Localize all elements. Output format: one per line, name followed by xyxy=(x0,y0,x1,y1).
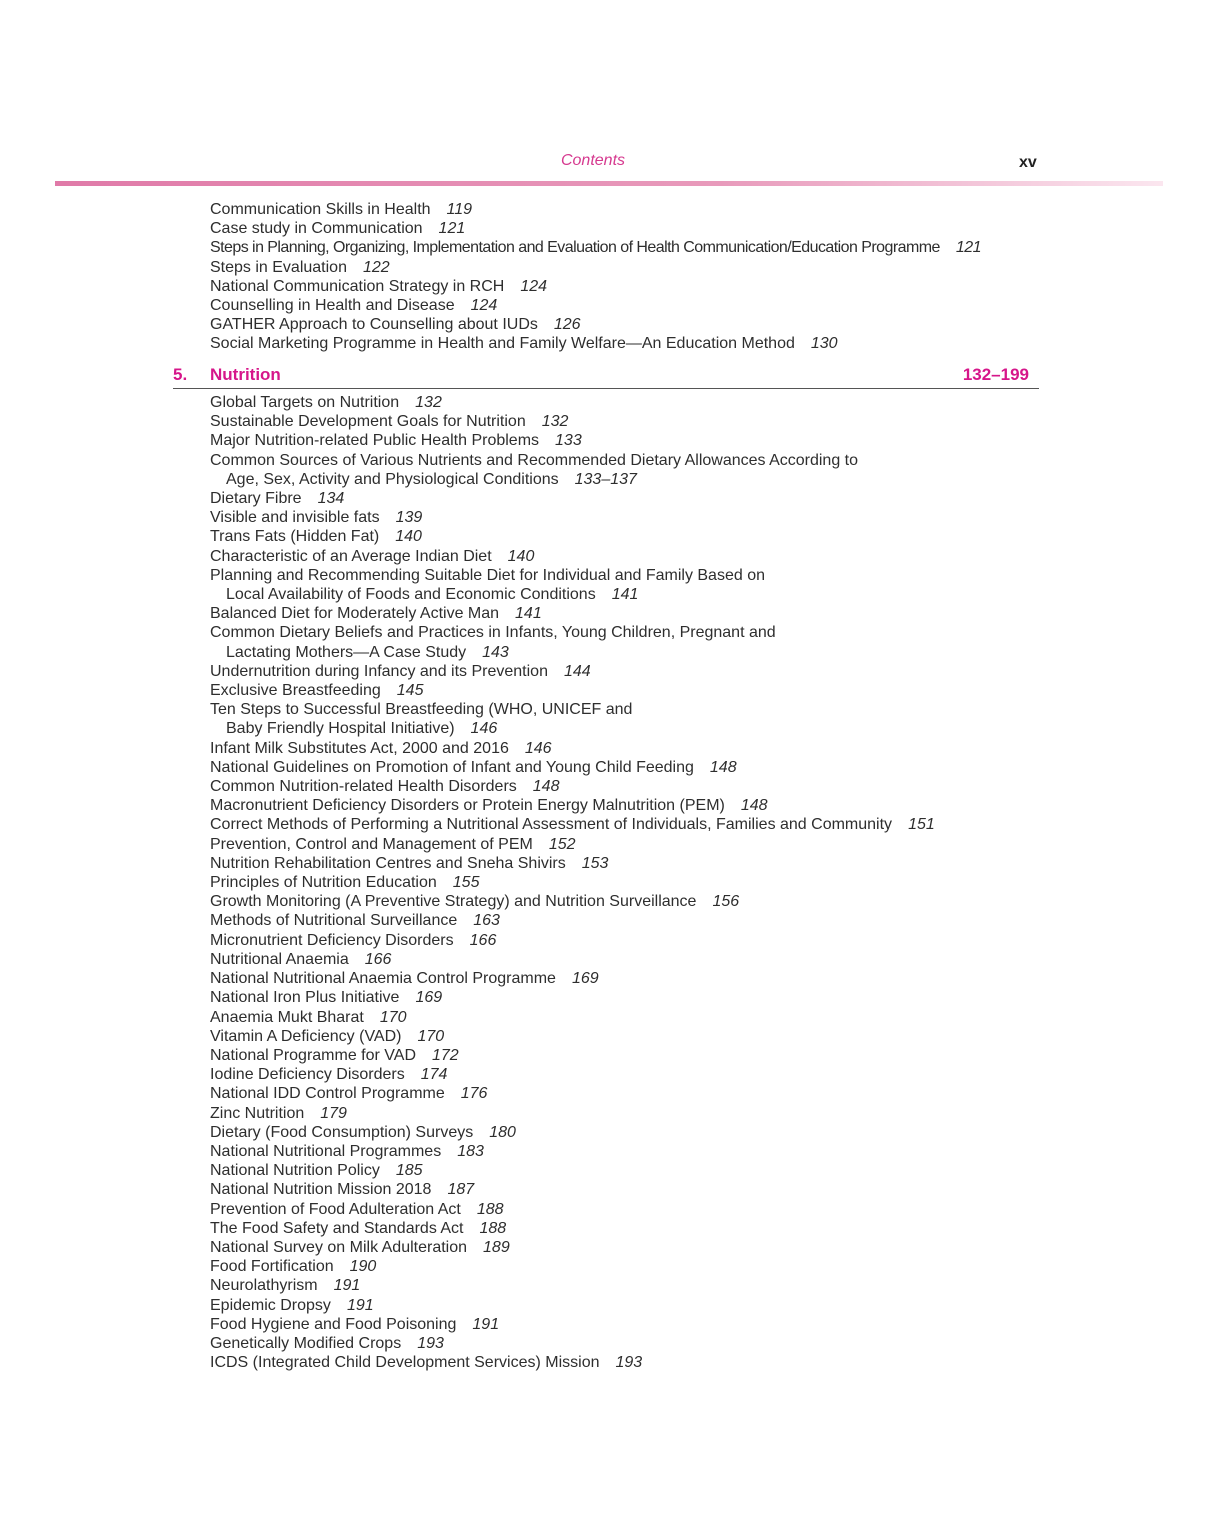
toc-entry-title: Balanced Diet for Moderately Active Man xyxy=(210,605,500,623)
toc-entry xyxy=(210,393,935,412)
toc-entry xyxy=(210,950,935,969)
toc-entry-page: 193 xyxy=(417,1334,444,1352)
toc-entry xyxy=(210,815,935,834)
toc-entry-page: 143 xyxy=(482,643,509,661)
toc-entry-page: 169 xyxy=(571,970,599,988)
toc-entry-title: Counselling in Health and Disease xyxy=(210,297,455,315)
toc-entry-title: National Communication Strategy in RCH xyxy=(210,277,505,295)
toc-entry xyxy=(210,796,935,815)
toc-entry-page: 146 xyxy=(524,739,552,757)
toc-entry-continuation xyxy=(210,643,935,662)
toc-entry-title: Growth Monitoring (A Preventive Strategy) and Nutrition Surveillance xyxy=(210,893,697,911)
page-number: xv xyxy=(1019,154,1037,171)
toc-entry-continuation xyxy=(210,719,935,738)
toc-entry xyxy=(210,777,935,796)
toc-entry xyxy=(210,1027,935,1046)
toc-entry xyxy=(210,1008,935,1027)
toc-entry xyxy=(210,911,935,930)
toc-entry-page: 172 xyxy=(432,1046,459,1064)
toc-chapter-5-entries xyxy=(210,393,935,1372)
toc-entry xyxy=(210,892,935,911)
toc-entry xyxy=(210,1276,935,1295)
toc-entry xyxy=(210,1065,935,1084)
toc-entry-page: 121 xyxy=(438,220,466,238)
toc-entry xyxy=(210,1046,935,1065)
toc-entry xyxy=(210,604,935,623)
toc-entry-title: Epidemic Dropsy xyxy=(210,1296,331,1314)
toc-entry-page: 170 xyxy=(379,1008,407,1026)
toc-entry-page: 170 xyxy=(417,1027,445,1045)
toc-entry-title: Common Dietary Beliefs and Practices in Infants, Young Children, Pregnant and xyxy=(210,624,776,642)
toc-entry xyxy=(210,662,935,681)
toc-entry-title: National Survey on Milk Adulteration xyxy=(210,1238,468,1256)
toc-entry-title: Characteristic of an Average Indian Diet xyxy=(210,547,492,565)
toc-entry-title: Common Nutrition-related Health Disorders xyxy=(210,778,517,796)
toc-entry-page: 179 xyxy=(320,1104,347,1122)
toc-entry-page: 148 xyxy=(740,797,768,815)
toc-entry-title: Major Nutrition-related Public Health Problems xyxy=(210,432,540,450)
toc-entry xyxy=(210,854,935,873)
toc-entry-title: National Nutritional Anaemia Control Programme xyxy=(210,970,556,988)
toc-entry xyxy=(210,412,935,431)
toc-entry-page: 132 xyxy=(415,394,442,411)
toc-entry-page: 130 xyxy=(810,335,838,353)
toc-entry-title: Nutritional Anaemia xyxy=(210,950,349,968)
toc-entry-page: 124 xyxy=(520,277,548,295)
toc-entry-title: Social Marketing Programme in Health and Family Welfare—An Education Method xyxy=(210,335,795,353)
toc-entry-title: Methods of Nutritional Surveillance xyxy=(210,912,458,930)
toc-entry-continuation xyxy=(210,470,935,489)
toc-entry-title: Prevention of Food Adulteration Act xyxy=(210,1200,461,1218)
toc-entry-title: Global Targets on Nutrition xyxy=(210,394,400,411)
toc-entry-title: Trans Fats (Hidden Fat) xyxy=(210,528,380,546)
toc-entry xyxy=(210,1084,935,1103)
toc-entry-title: Correct Methods of Performing a Nutritional Assessment of Individuals, Families and Community xyxy=(210,816,893,834)
toc-entry-title: Genetically Modified Crops xyxy=(210,1334,402,1352)
toc-entry-page: 187 xyxy=(447,1181,475,1199)
toc-entry-title: Food Fortification xyxy=(210,1258,334,1276)
toc-entry-title: National Nutritional Programmes xyxy=(210,1142,442,1160)
toc-entry-page: 132 xyxy=(541,413,569,431)
toc-entry-page: 139 xyxy=(395,509,423,527)
toc-entry-title: Nutrition Rehabilitation Centres and Sneha Shivirs xyxy=(210,854,566,872)
toc-entry xyxy=(210,238,981,257)
toc-entry-title-cont: Baby Friendly Hospital Initiative) xyxy=(226,720,455,738)
toc-entry-title: Exclusive Breastfeeding xyxy=(210,682,381,700)
toc-entry xyxy=(210,739,935,758)
chapter-number: 5. xyxy=(173,365,188,384)
toc-entry xyxy=(210,547,935,566)
toc-entry-title: Vitamin A Deficiency (VAD) xyxy=(210,1027,402,1045)
toc-entry-title: Ten Steps to Successful Breastfeeding (WHO, UNICEF and xyxy=(210,701,633,719)
toc-entry-title: Iodine Deficiency Disorders xyxy=(210,1066,405,1084)
toc-entry xyxy=(210,758,935,777)
toc-entry xyxy=(210,315,981,334)
toc-entry xyxy=(210,1296,935,1315)
toc-entry-page: 140 xyxy=(395,528,422,546)
toc-entry xyxy=(210,258,981,277)
toc-entry-title: Steps in Planning, Organizing, Implementation and Evaluation of Health Communication/Education Programme xyxy=(210,239,940,257)
toc-entry-page: 122 xyxy=(362,258,390,276)
toc-entry-page: 193 xyxy=(615,1354,643,1372)
toc-entry-page: 191 xyxy=(333,1277,361,1295)
toc-section-continued xyxy=(210,200,981,354)
toc-entry xyxy=(210,200,981,219)
toc-entry-page: 156 xyxy=(712,893,740,911)
toc-entry-page: 121 xyxy=(955,239,981,257)
toc-entry-title: ICDS (Integrated Child Development Services) Mission xyxy=(210,1354,600,1372)
toc-entry-page: 140 xyxy=(507,547,535,565)
toc-entry-title: Prevention, Control and Management of PEM xyxy=(210,835,533,853)
toc-entry xyxy=(210,1257,935,1276)
toc-entry-title: Food Hygiene and Food Poisoning xyxy=(210,1315,457,1333)
toc-entry-title: National Guidelines on Promotion of Infant and Young Child Feeding xyxy=(210,758,694,776)
toc-entry xyxy=(210,1200,935,1219)
toc-entry xyxy=(210,1238,935,1257)
toc-entry-page: 148 xyxy=(532,778,560,796)
toc-entry-page: 146 xyxy=(470,720,498,738)
toc-entry-title: Dietary (Food Consumption) Surveys xyxy=(210,1123,474,1141)
toc-entry-page: 148 xyxy=(709,758,737,776)
toc-entry-page: 126 xyxy=(553,316,581,334)
toc-entry-page: 163 xyxy=(473,912,500,930)
toc-entry-title: Sustainable Development Goals for Nutrition xyxy=(210,413,526,431)
toc-entry-page: 188 xyxy=(479,1219,507,1237)
toc-entry-page: 166 xyxy=(469,931,497,949)
toc-entry-continuation xyxy=(210,585,935,604)
toc-entry-title: Principles of Nutrition Education xyxy=(210,874,437,892)
toc-entry xyxy=(210,1123,935,1142)
toc-entry-page: 133–137 xyxy=(574,470,637,488)
toc-entry-page: 190 xyxy=(349,1258,377,1276)
toc-entry xyxy=(210,1180,935,1199)
toc-entry xyxy=(210,700,935,738)
toc-entry-page: 145 xyxy=(396,682,424,700)
toc-entry xyxy=(210,508,935,527)
toc-entry-title: Anaemia Mukt Bharat xyxy=(210,1008,364,1026)
toc-entry-page: 191 xyxy=(472,1315,500,1333)
chapter-title: Nutrition xyxy=(210,365,281,384)
toc-entry-title: National Nutrition Mission 2018 xyxy=(210,1181,432,1199)
toc-entry-title: National IDD Control Programme xyxy=(210,1085,445,1103)
toc-entry xyxy=(210,566,935,604)
toc-entry xyxy=(210,1161,935,1180)
toc-entry xyxy=(210,1315,935,1334)
toc-entry-page: 189 xyxy=(483,1238,510,1256)
running-header-title: Contents xyxy=(560,152,626,169)
toc-entry-page: 153 xyxy=(581,854,609,872)
toc-entry-title: National Nutrition Policy xyxy=(210,1162,380,1180)
toc-entry-title: Communication Skills in Health xyxy=(210,201,431,218)
toc-entry-page: 144 xyxy=(563,662,591,680)
toc-entry-title: Planning and Recommending Suitable Diet for Individual and Family Based on xyxy=(210,566,765,584)
toc-entry-title: GATHER Approach to Counselling about IUDs xyxy=(210,316,538,334)
toc-entry-page: 180 xyxy=(489,1123,516,1141)
toc-entry-page: 176 xyxy=(460,1085,488,1103)
toc-entry-page: 133 xyxy=(555,432,582,450)
toc-entry xyxy=(210,489,935,508)
toc-entry xyxy=(210,1104,935,1123)
toc-entry-page: 183 xyxy=(457,1142,484,1160)
toc-entry-title: Infant Milk Substitutes Act, 2000 and 2016 xyxy=(210,739,509,757)
toc-entry xyxy=(210,527,935,546)
toc-entry xyxy=(210,296,981,315)
toc-entry-page: 134 xyxy=(317,490,345,508)
toc-entry xyxy=(210,1353,935,1372)
chapter-heading xyxy=(173,365,1039,389)
toc-entry-title: The Food Safety and Standards Act xyxy=(210,1219,464,1237)
toc-entry xyxy=(210,451,935,489)
toc-entry xyxy=(210,835,935,854)
toc-entry-page: 166 xyxy=(364,950,392,968)
toc-entry-page: 152 xyxy=(548,835,576,853)
toc-entry xyxy=(210,277,981,296)
toc-entry-title: Macronutrient Deficiency Disorders or Protein Energy Malnutrition (PEM) xyxy=(210,797,725,815)
toc-entry-title: National Iron Plus Initiative xyxy=(210,989,400,1007)
toc-entry-page: 188 xyxy=(476,1200,504,1218)
toc-entry xyxy=(210,1142,935,1161)
toc-entry xyxy=(210,988,935,1007)
toc-entry xyxy=(210,681,935,700)
toc-entry xyxy=(210,1219,935,1238)
toc-entry-title: Dietary Fibre xyxy=(210,490,302,508)
toc-entry xyxy=(210,1334,935,1353)
toc-entry-page: 174 xyxy=(420,1066,448,1084)
toc-entry-title-cont: Lactating Mothers—A Case Study xyxy=(226,643,467,661)
toc-entry-title: Case study in Communication xyxy=(210,220,423,238)
toc-entry-page: 151 xyxy=(908,816,935,834)
toc-entry-title: Steps in Evaluation xyxy=(210,258,347,276)
toc-entry xyxy=(210,431,935,450)
toc-entry-page: 141 xyxy=(515,605,542,623)
toc-entry-page: 119 xyxy=(446,201,473,218)
toc-entry-title-cont: Age, Sex, Activity and Physiological Conditions xyxy=(226,470,559,488)
toc-entry-title: National Programme for VAD xyxy=(210,1046,416,1064)
toc-entry xyxy=(210,873,935,892)
toc-entry-title: Visible and invisible fats xyxy=(210,509,380,527)
toc-entry xyxy=(210,931,935,950)
toc-entry-page: 191 xyxy=(346,1296,374,1314)
toc-entry xyxy=(210,219,981,238)
toc-entry-title: Micronutrient Deficiency Disorders xyxy=(210,931,454,949)
toc-entry-title: Neurolathyrism xyxy=(210,1277,318,1295)
toc-entry-title-cont: Local Availability of Foods and Economic Conditions xyxy=(226,586,596,604)
toc-entry-page: 155 xyxy=(452,874,480,892)
toc-entry xyxy=(210,623,935,661)
toc-entry xyxy=(210,969,935,988)
toc-entry-page: 185 xyxy=(395,1162,423,1180)
toc-entry-title: Undernutrition during Infancy and its Prevention xyxy=(210,662,548,680)
toc-entry xyxy=(210,334,981,353)
toc-entry-page: 169 xyxy=(415,989,443,1007)
toc-entry-page: 124 xyxy=(470,297,498,315)
toc-entry-title: Zinc Nutrition xyxy=(210,1104,305,1122)
chapter-page-range: 132–199 xyxy=(962,365,1029,384)
header-rule xyxy=(55,181,1163,186)
toc-entry-page: 141 xyxy=(611,586,639,604)
toc-entry-title: Common Sources of Various Nutrients and Recommended Dietary Allowances According to xyxy=(210,451,859,469)
